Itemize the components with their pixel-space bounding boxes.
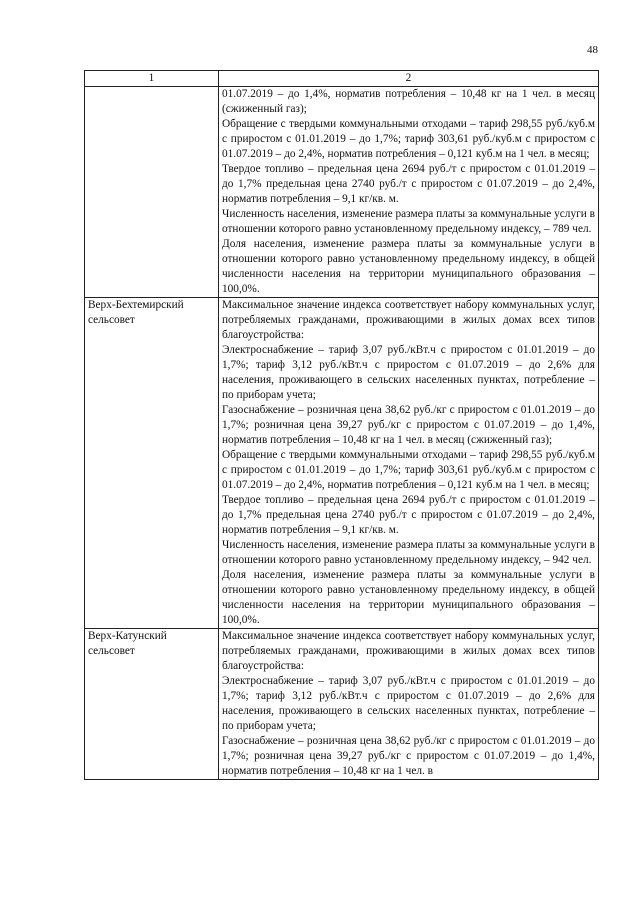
description-cell: [219, 87, 599, 298]
municipality-cell: [85, 87, 219, 298]
tariff-table: [84, 70, 599, 780]
table-row: [85, 629, 599, 780]
paragraph: Обращение с твердыми коммунальными отходами – тариф 298,55 руб./куб.м с приростом с 01.01.2019 – до 1,7%; тариф 303,61 руб./куб.м с приростом с 01.07.2019 – до 2,4%, норматив потребления – 0,121 куб.м на 1 чел. в месяц;: [222, 449, 595, 491]
paragraph: Электроснабжение – тариф 3,07 руб./кВт.ч с приростом с 01.01.2019 – до 1,7%; тариф 3,12 руб./кВт.ч с приростом с 01.07.2019 – до 2,6% для населения, проживающего в сельских населенных пунктах, потребление – по приборам учета;: [222, 675, 595, 732]
municipality-cell: Верх-Бехтемирский сельсовет: [85, 298, 219, 629]
column-header-2: 2: [219, 71, 599, 87]
paragraph: Доля населения, изменение размера платы за коммунальные услуги в отношении которого равно установленному предельному индексу, в общей численности населения на территории муниципального образования – 100,0%.: [222, 238, 595, 295]
column-header-1: 1: [85, 71, 219, 87]
paragraph: Максимальное значение индекса соответствует набору коммунальных услуг, потребляемых гражданами, проживающими в жилых домах всех типов благоустройства:: [222, 630, 595, 672]
paragraph: Численность населения, изменение размера платы за коммунальные услуги в отношении которого равно установленному предельному индексу, – 789 чел.: [222, 208, 595, 235]
table-row: [85, 87, 599, 298]
paragraph: Доля населения, изменение размера платы за коммунальные услуги в отношении которого равно установленному предельному индексу, в общей численности населения на территории муниципального образования – 100,0%.: [222, 569, 595, 626]
paragraph: Численность населения, изменение размера платы за коммунальные услуги в отношении которого равно установленному предельному индексу, – 942 чел.: [222, 539, 595, 566]
page-number: 48: [587, 44, 598, 56]
table-row: [85, 298, 599, 629]
paragraph: Газоснабжение – розничная цена 38,62 руб./кг с приростом с 01.01.2019 – до 1,7%; розничная цена 39,27 руб./кг с приростом с 01.07.2019 – до 1,4%, норматив потребления – 10,48 кг на 1 чел. в: [222, 735, 595, 777]
paragraph: Электроснабжение – тариф 3,07 руб./кВт.ч с приростом с 01.01.2019 – до 1,7%; тариф 3,12 руб./кВт.ч с приростом с 01.07.2019 – до 2,6% для населения, проживающего в сельских населенных пунктах, потребление – по приборам учета;: [222, 344, 595, 401]
paragraph: Твердое топливо – предельная цена 2694 руб./т с приростом с 01.01.2019 – до 1,7% предельная цена 2740 руб./т с приростом с 01.07.2019 – до 2,4%, норматив потребления – 9,1 кг/кв. м.: [222, 163, 595, 205]
paragraph: Обращение с твердыми коммунальными отходами – тариф 298,55 руб./куб.м с приростом с 01.01.2019 – до 1,7%; тариф 303,61 руб./куб.м с приростом с 01.07.2019 – до 2,4%, норматив потребления – 0,121 куб.м на 1 чел. в месяц;: [222, 118, 595, 160]
paragraph: Твердое топливо – предельная цена 2694 руб./т с приростом с 01.01.2019 – до 1,7% предельная цена 2740 руб./т с приростом с 01.07.2019 – до 2,4%, норматив потребления – 9,1 кг/кв. м.: [222, 494, 595, 536]
paragraph: 01.07.2019 – до 1,4%, норматив потребления – 10,48 кг на 1 чел. в месяц (сжиженный газ);: [222, 88, 595, 115]
description-cell: [219, 298, 599, 629]
paragraph: Газоснабжение – розничная цена 38,62 руб./кг с приростом с 01.01.2019 – до 1,7%; розничная цена 39,27 руб./кг с приростом с 01.07.2019 – до 1,4%, норматив потребления – 10,48 кг на 1 чел. в месяц (сжиженный газ);: [222, 404, 595, 446]
municipality-cell: Верх-Катунский сельсовет: [85, 629, 219, 780]
table-header-row: [85, 71, 599, 87]
description-cell: [219, 629, 599, 780]
paragraph: Максимальное значение индекса соответствует набору коммунальных услуг, потребляемых гражданами, проживающими в жилых домах всех типов благоустройства:: [222, 299, 595, 341]
